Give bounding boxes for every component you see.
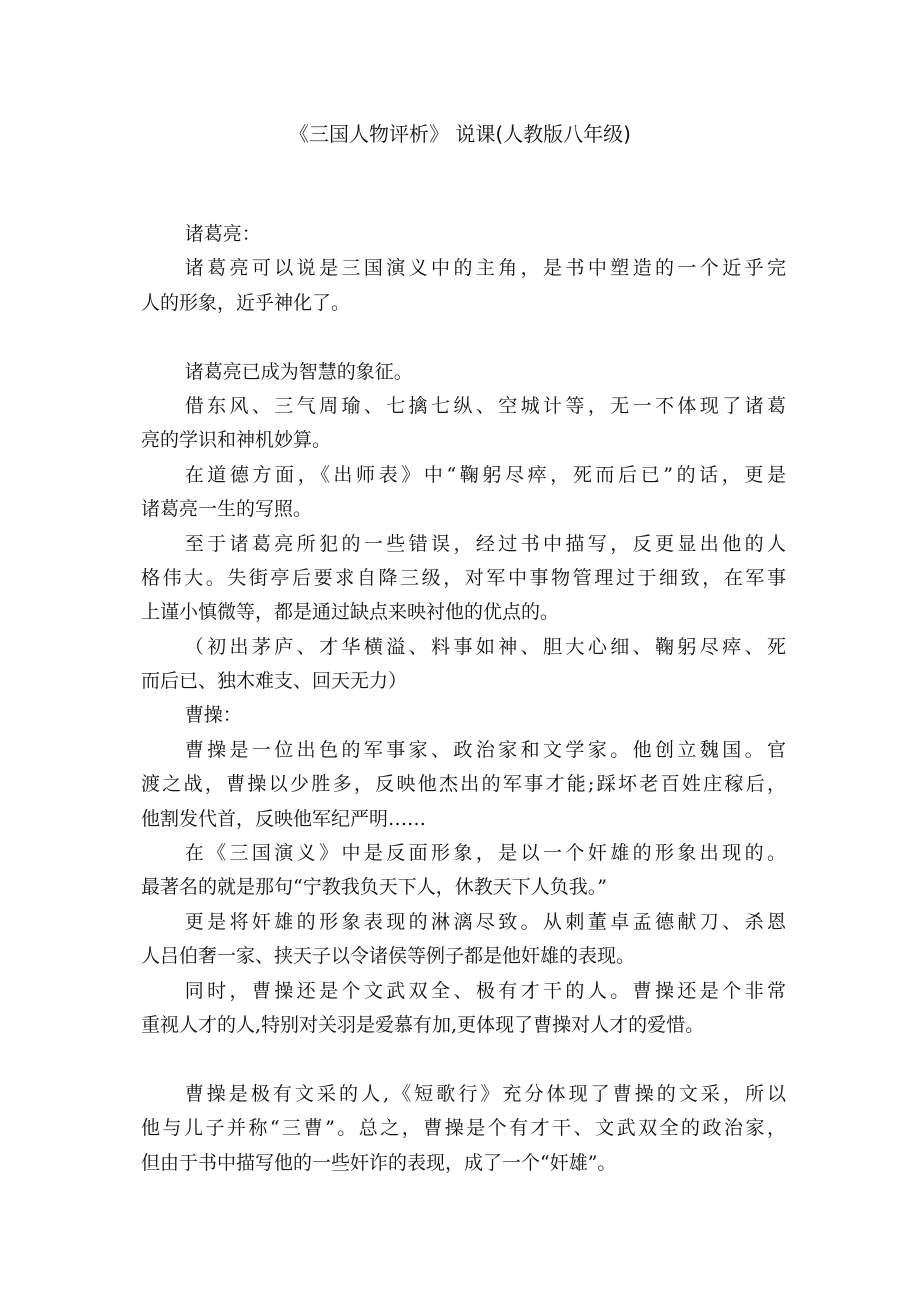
blank-line xyxy=(141,320,786,354)
paragraph xyxy=(141,355,786,389)
paragraph xyxy=(141,698,786,732)
text-line: 渡之战，曹操以少胜多，反映他杰出的军事才能;踩坏老百姓庄稼后， xyxy=(141,773,786,796)
paragraph xyxy=(141,974,786,1043)
paragraph xyxy=(141,251,786,320)
document-body xyxy=(141,217,786,1180)
text-line: 格伟大。失街亭后要求自降三级，对军中事物管理过于细致，在军事 xyxy=(141,566,786,589)
text-line: 亮的学识和神机妙算。 xyxy=(141,429,332,452)
text-line: 他与儿子并称“三曹”。总之，曹操是个有才干、文武双全的政治家， xyxy=(141,1117,786,1140)
text-line: 人的形象，近乎神化了。 xyxy=(141,291,351,314)
blank-line xyxy=(141,1042,786,1076)
text-line: 上谨小慎微等，都是通过缺点来映衬他的优点的。 xyxy=(141,601,560,624)
text-line: 诸葛亮： xyxy=(184,223,261,245)
text-line: （初出茅庐、才华横溢、料事如神、胆大心细、鞠躬尽瘁、死 xyxy=(184,635,786,658)
text-line: 最著名的就是那句“宁教我负天下人，休教天下人负我。” xyxy=(141,876,607,899)
paragraph xyxy=(141,1077,786,1180)
text-line: 诸葛亮一生的写照。 xyxy=(141,498,313,521)
text-line: 曹操是一位出色的军事家、政治家和文学家。他创立魏国。官 xyxy=(184,738,786,761)
text-line: 在道德方面，《出师表》中“鞠躬尽瘁，死而后已”的话，更是 xyxy=(184,463,786,486)
text-line: 而后已、独木难支、回天无力） xyxy=(141,670,408,693)
text-line: 同时，曹操还是个文武双全、极有才干的人。曹操还是个非常 xyxy=(184,979,786,1002)
paragraph xyxy=(141,458,786,527)
paragraph xyxy=(141,217,786,251)
text-line: 在《三国演义》中是反面形象，是以一个奸雄的形象出现的。 xyxy=(184,842,786,865)
text-line: 借东风、三气周瑜、七擒七纵、空城计等，无一不体现了诸葛 xyxy=(184,394,786,417)
text-line: 诸葛亮可以说是三国演义中的主角，是书中塑造的一个近乎完 xyxy=(184,257,786,280)
paragraph xyxy=(141,905,786,974)
paragraph xyxy=(141,733,786,836)
text-line: 更是将奸雄的形象表现的淋漓尽致。从刺董卓孟德献刀、杀恩 xyxy=(184,910,786,933)
text-line: 但由于书中描写他的一些奸诈的表现，成了一个“奸雄”。 xyxy=(141,1151,617,1174)
text-line: 人吕伯奢一家、挟天子以令诸侯等例子都是他奸雄的表现。 xyxy=(141,945,636,968)
paragraph xyxy=(141,630,786,699)
text-line: 诸葛亮已成为智慧的象征。 xyxy=(184,360,413,383)
text-line: 重视人才的人,特别对关羽是爱慕有加,更体现了曹操对人才的爱惜。 xyxy=(141,1013,705,1036)
text-line: 至于诸葛亮所犯的一些错误，经过书中描写，反更显出他的人 xyxy=(184,532,786,555)
paragraph xyxy=(141,389,786,458)
paragraph xyxy=(141,527,786,630)
text-line: 曹操是极有文采的人,《短歌行》充分体现了曹操的文采，所以 xyxy=(184,1082,786,1105)
text-line: 曹操： xyxy=(184,704,242,727)
text-line: 他割发代首，反映他军纪严明…… xyxy=(141,807,427,830)
paragraph xyxy=(141,836,786,905)
document-title: 《三国人物评析》 说课(人教版八年级) xyxy=(289,122,631,146)
